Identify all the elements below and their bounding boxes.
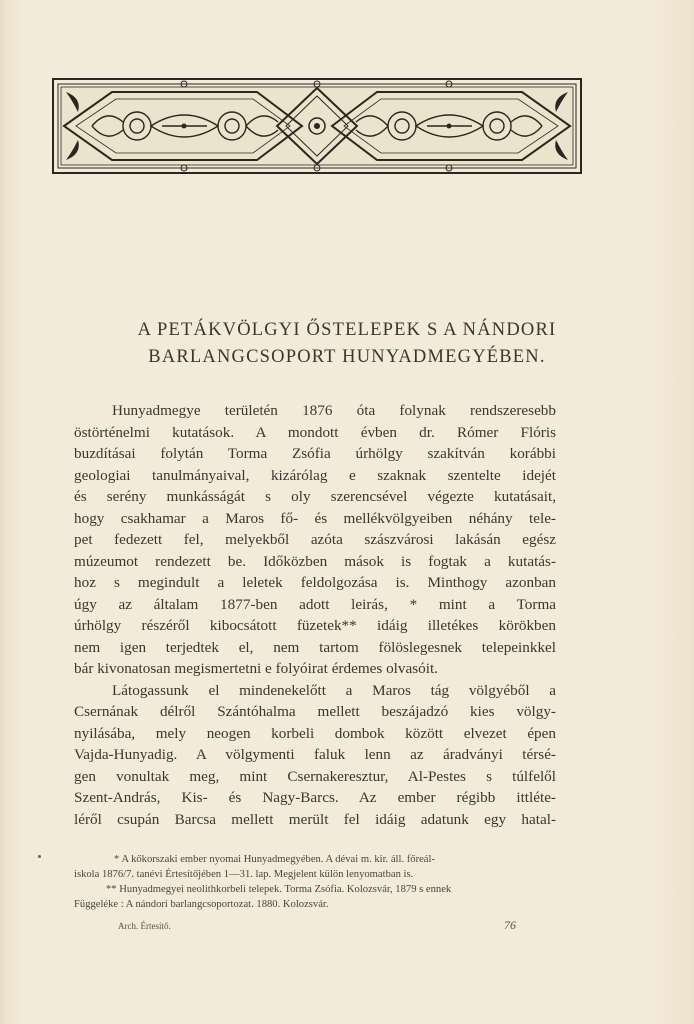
footnote-line: iskola 1876/7. tanévi Értesítőjében 1—31. lap. Megjelent külön lenyomatban is. — [74, 869, 414, 880]
article-title-line-2: BARLANGCSOPORT HUNYADMEGYÉBEN. — [148, 347, 546, 367]
body-line: úrhölgy részéről kibocsátott füzetek** idáig illetékes körökben — [74, 617, 556, 634]
body-line: múzeumot rendezett be. Időközben mások is fogtak a kutatás- — [74, 552, 556, 570]
body-line: bár kivonatosan megismertetni e folyóirat érdemes olvasóit. — [74, 660, 438, 677]
body-line: hogy csakhamar a Maros fő- és mellékvölgyeiben néhány tele- — [74, 509, 556, 527]
body-line: östörténelmi kutatások. A mondott évben dr. Rómer Flóris — [74, 423, 556, 441]
body-line: Látogassunk el mindenekelőtt a Maros tág völgyéből a — [112, 681, 556, 699]
footnotes — [74, 852, 556, 912]
body-line: geologiai tanulmányaival, kizárólag e szaknak szentelte idejét — [74, 466, 556, 484]
body-line: Vajda-Hunyadig. A völgymenti faluk lenn az áradványi térsé- — [74, 746, 556, 763]
headpiece-ornament-icon — [52, 78, 582, 174]
body-line: Csernának délről Szántóhalma mellett beszájadzó kies völgy- — [74, 703, 556, 720]
body-line: buzdításai folytán Torma Zsófia úrhölgy szakítván korábbi — [74, 445, 556, 462]
footnote-line: Függeléke : A nándori barlangcsoportozat. 1880. Kolozsvár. — [74, 899, 329, 910]
body-line: léről csupán Barcsa mellett merült fel idáig adatunk egy hatal- — [74, 810, 556, 828]
body-line: nem igen terjedtek el, nem tartom fölöslegesnek telepeinkkel — [74, 638, 556, 656]
body-line: és serény munkásságát s oly szerencsével végezte kutatásait, — [74, 488, 556, 505]
body-line: úgy az általam 1877-ben adott leirás, * mint a Torma — [74, 595, 556, 613]
page-number: 76 — [504, 918, 516, 932]
body-line: pet fedezett fel, melyekből azóta szászvárosi lakásán egész — [74, 531, 556, 548]
journal-signature: Arch. Értesítő. — [118, 921, 171, 931]
margin-mark — [38, 855, 41, 858]
body-line: hoz s megindult a leletek feldolgozása is. Minthogy azonban — [74, 574, 556, 591]
body-line: Szent-András, Kis- és Nagy-Barcs. Az ember régibb ittléte- — [74, 789, 556, 806]
body-line: nyilásába, mely neogen korbeli dombok között elvezet épen — [74, 724, 556, 742]
footnote-line: * A kőkorszaki ember nyomai Hunyadmegyében. A dévai m. kir. áll. főreál- — [114, 854, 435, 865]
article-body — [74, 400, 556, 830]
body-line: gen vonultak meg, mint Csernakeresztur, Al-Pestes s túlfelől — [74, 767, 556, 785]
footnote-line: ** Hunyadmegyei neolithkorbeli telepek. Torma Zsófia. Kolozsvár, 1879 s ennek — [106, 884, 452, 895]
article-title-line-1: A PETÁKVÖLGYI ŐSTELEPEK S A NÁNDORI — [137, 320, 557, 340]
body-line: Hunyadmegye területén 1876 óta folynak rendszeresebb — [112, 402, 556, 419]
